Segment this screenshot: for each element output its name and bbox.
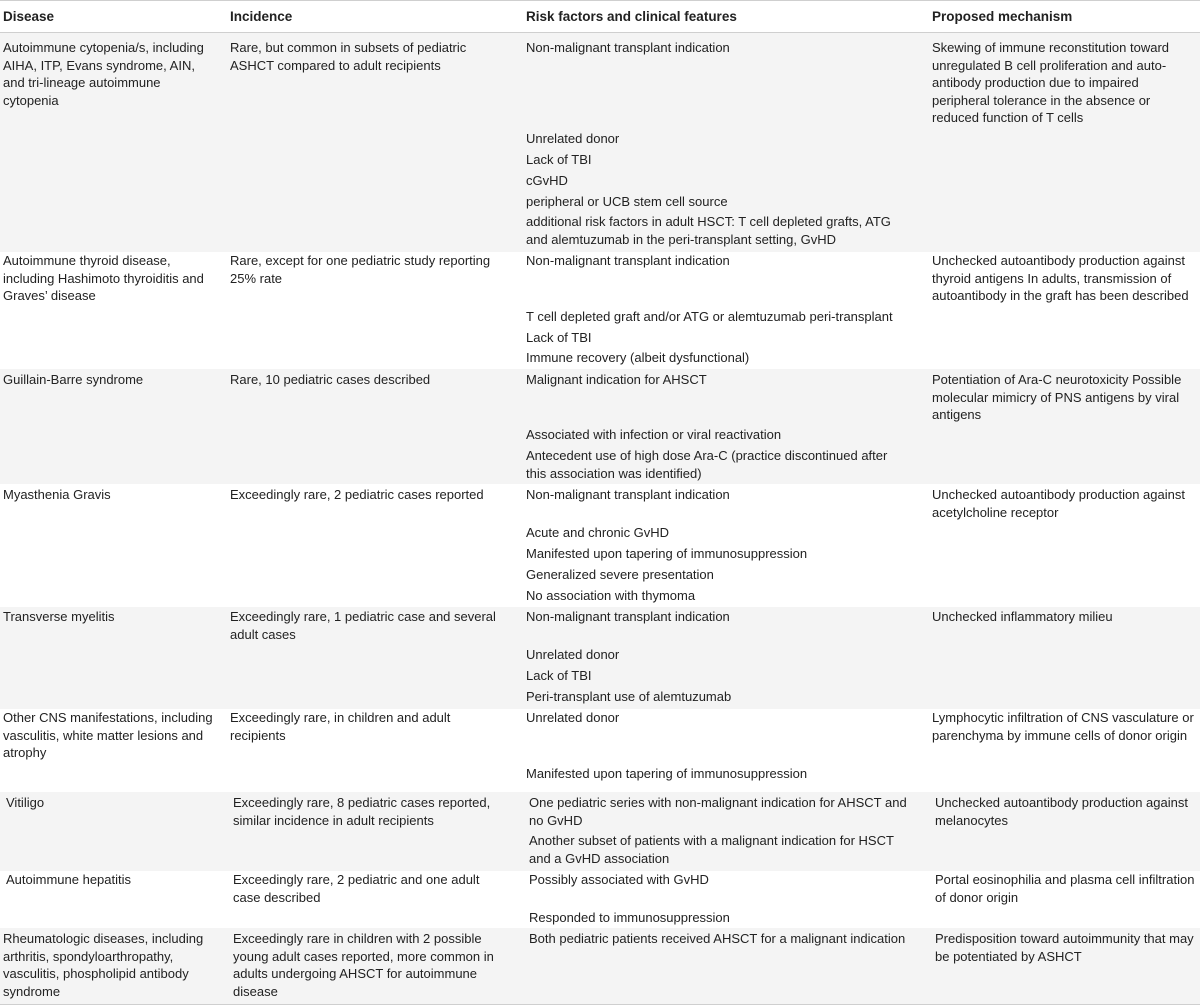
incidence-cell: Exceedingly rare, 2 pediatric cases reported	[230, 487, 484, 502]
incidence-cell: Exceedingly rare in children with 2 possible young adult cases reported, more common in adults undergoing AHSCT for autoimmune disease	[233, 931, 494, 999]
risk-item: Non-malignant transplant indication	[526, 609, 730, 624]
table-header	[0, 0, 1200, 33]
risk-item: Immune recovery (albeit dysfunctional)	[526, 350, 750, 365]
risk-item: Malignant indication for AHSCT	[526, 372, 707, 387]
risk-item: Lack of TBI	[526, 330, 592, 345]
incidence-cell: Rare, except for one pediatric study reporting 25% rate	[230, 253, 491, 286]
risk-item: Non-malignant transplant indication	[526, 487, 730, 502]
disease-cell: Guillain-Barre syndrome	[3, 372, 144, 387]
risk-item: No association with thymoma	[526, 588, 696, 603]
incidence-cell: Exceedingly rare, 1 pediatric case and several adult cases	[230, 609, 496, 642]
risk-item: Both pediatric patients received AHSCT for a malignant indication	[529, 931, 906, 946]
incidence-cell: Exceedingly rare, 8 pediatric cases reported, similar incidence in adult recipients	[233, 795, 491, 828]
mechanism-cell: Predisposition toward autoimmunity that may be potentiated by ASHCT	[935, 931, 1194, 964]
disease-cell: Autoimmune hepatitis	[6, 872, 132, 887]
risk-item: Possibly associated with GvHD	[529, 872, 709, 887]
mechanism-cell: Skewing of immune reconstitution toward unregulated B cell proliferation and auto-antibody production due to impaired peripheral tolerance in the absence or reduced function of T cells	[932, 40, 1170, 125]
mechanism-cell: Portal eosinophilia and plasma cell infiltration of donor origin	[935, 872, 1195, 905]
risk-item: Associated with infection or viral reactivation	[526, 427, 782, 442]
incidence-cell: Exceedingly rare, 2 pediatric and one adult case described	[233, 872, 480, 905]
risk-item: Generalized severe presentation	[526, 567, 714, 582]
disease-cell: Transverse myelitis	[3, 609, 115, 624]
risk-item: Unrelated donor	[526, 710, 620, 725]
risk-item: Responded to immunosuppression	[529, 910, 730, 925]
header-disease: Disease	[3, 9, 55, 24]
table-bottom-rule	[0, 1004, 1200, 1005]
mechanism-cell: Unchecked autoantibody production against acetylcholine receptor	[932, 487, 1185, 520]
risk-item: Lack of TBI	[526, 668, 592, 683]
disease-cell: Myasthenia Gravis	[3, 487, 111, 502]
risk-item: Another subset of patients with a malignant indication for HSCT and a GvHD association	[529, 833, 894, 866]
risk-item: Manifested upon tapering of immunosuppression	[526, 546, 808, 561]
risk-item: Manifested upon tapering of immunosuppression	[526, 766, 808, 781]
disease-cell: Autoimmune cytopenia/s, including AIHA, ITP, Evans syndrome, AIN, and tri-lineage autoimmune cytopenia	[3, 40, 204, 108]
incidence-cell: Exceedingly rare, in children and adult recipients	[230, 710, 451, 743]
mechanism-cell: Unchecked autoantibody production against thyroid antigens In adults, transmission of autoantibody in the graft has been described	[932, 253, 1189, 303]
risk-item: cGvHD	[526, 173, 568, 188]
header-incidence: Incidence	[230, 9, 293, 24]
risk-item: Acute and chronic GvHD	[526, 525, 670, 540]
risk-item: Peri-transplant use of alemtuzumab	[526, 689, 732, 704]
risk-item: Non-malignant transplant indication	[526, 253, 730, 268]
incidence-cell: Rare, 10 pediatric cases described	[230, 372, 431, 387]
mechanism-cell: Unchecked inflammatory milieu	[932, 609, 1113, 624]
mechanism-cell: Potentiation of Ara-C neurotoxicity Possible molecular mimicry of PNS antigens by viral antigens	[932, 372, 1182, 422]
mechanism-cell: Lymphocytic infiltration of CNS vasculature or parenchyma by immune cells of donor origin	[932, 710, 1194, 743]
disease-cell: Rheumatologic diseases, including arthritis, spondyloarthropathy, vasculitis, phospholipid antibody syndrome	[3, 931, 204, 999]
disease-cell: Other CNS manifestations, including vasculitis, white matter lesions and atrophy	[3, 710, 213, 760]
header-risk-factors: Risk factors and clinical features	[526, 9, 737, 24]
risk-item: Lack of TBI	[526, 152, 592, 167]
risk-item: T cell depleted graft and/or ATG or alemtuzumab peri-transplant	[526, 309, 893, 324]
disease-cell: Autoimmune thyroid disease, including Hashimoto thyroiditis and Graves’ disease	[3, 253, 204, 303]
header-mechanism: Proposed mechanism	[932, 9, 1073, 24]
risk-item: Non-malignant transplant indication	[526, 40, 730, 55]
risk-item: Unrelated donor	[526, 647, 620, 662]
risk-item: One pediatric series with non-malignant indication for AHSCT and no GvHD	[529, 795, 907, 828]
mechanism-cell: Unchecked autoantibody production against melanocytes	[935, 795, 1188, 828]
risk-item: additional risk factors in adult HSCT: T cell depleted grafts, ATG and alemtuzumab in the peri-transplant setting, GvHD	[526, 214, 891, 247]
incidence-cell: Rare, but common in subsets of pediatric ASHCT compared to adult recipients	[230, 40, 467, 73]
risk-item: Antecedent use of high dose Ara-C (practice discontinued after this association was identified)	[526, 448, 888, 481]
risk-item: peripheral or UCB stem cell source	[526, 194, 728, 209]
disease-cell: Vitiligo	[6, 795, 45, 810]
risk-item: Unrelated donor	[526, 131, 620, 146]
